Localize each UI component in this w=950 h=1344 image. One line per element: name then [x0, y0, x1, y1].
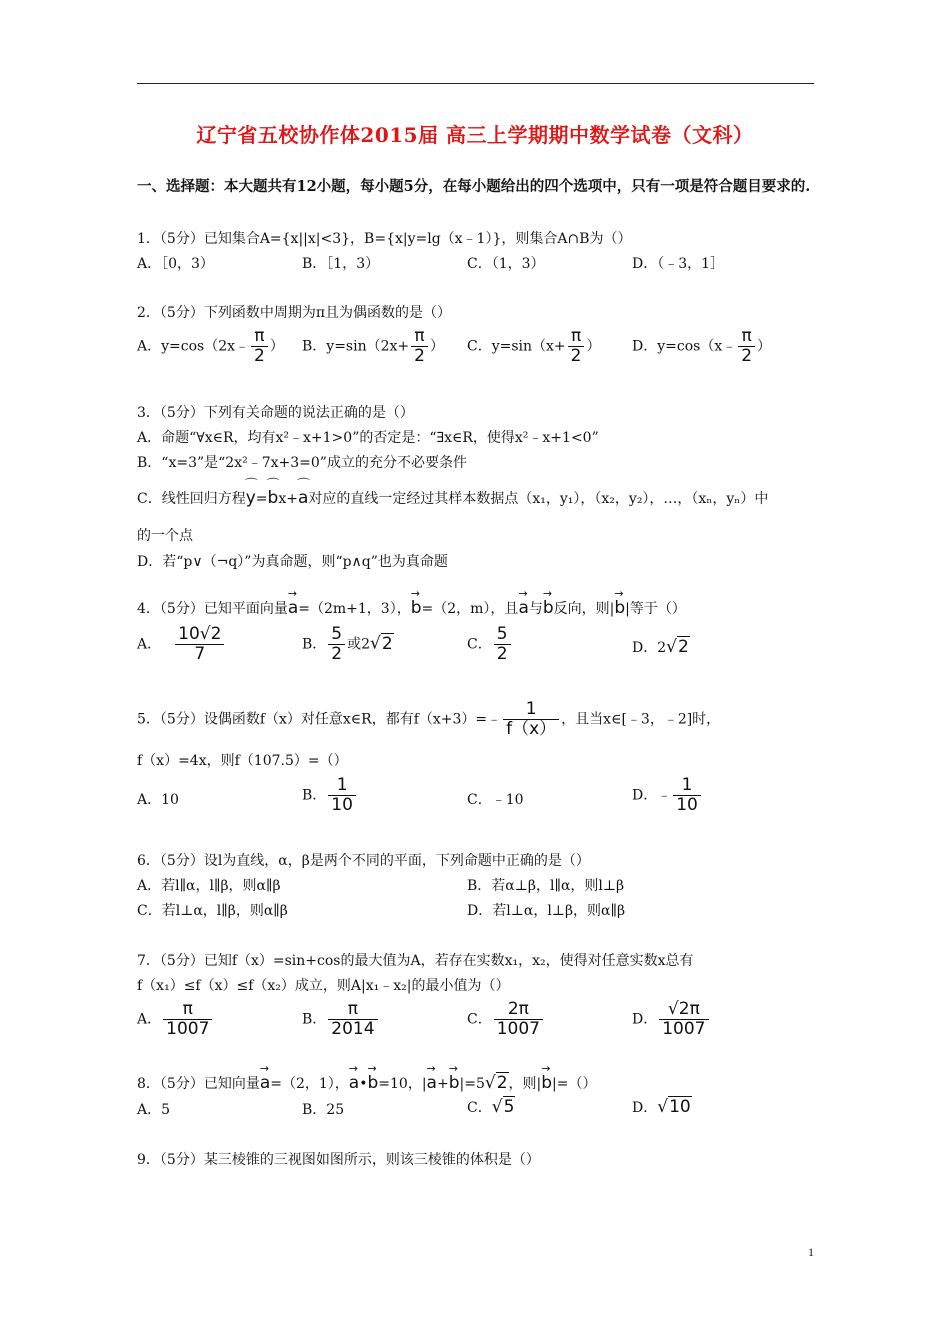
q6-option-c: C．若l⊥α，l∥β，则α∥β — [137, 903, 288, 919]
q3-option-a: A．命题“∀x∈R，均有x²﹣x+1>0”的否定是：“∃x∈R，使得x²﹣x+1<0” — [137, 430, 599, 446]
q6-option-a: A．若l∥α，l∥β，则α∥β — [137, 878, 281, 894]
q2-a-text: A．y=cos（2x﹣ — [137, 338, 250, 355]
vector-b: → b — [411, 598, 422, 618]
q1-option-d: D．（﹣3，1］ — [632, 256, 725, 272]
header-rule — [137, 83, 814, 84]
q6-option-b: B．若α⊥β，l∥α，则l⊥β — [467, 878, 625, 894]
q3-option-c-cont: 的一个点 — [137, 528, 193, 544]
q7-option-a: A． $\frac{\pi}{1007}$ — [137, 1000, 214, 1039]
fraction: $\frac{\pi}{2}$ — [251, 327, 268, 366]
q2-option-b: B．y=sin（2x+ $\frac{\pi}{2}$ ） — [302, 326, 444, 366]
q2-stem: 2．（5分）下列函数中周期为π且为偶函数的是（） — [137, 305, 452, 321]
q7-stem-cont: f（x₁）≤f（x）≤f（x₂）成立，则A|x₁﹣x₂|的最小值为（） — [137, 978, 510, 994]
q7-option-d: D． $\frac{√2\pi}{1007}$ — [632, 1000, 711, 1039]
q1-option-c: C．（1，3） — [467, 256, 545, 272]
q8-option-c: C．√5 — [467, 1097, 515, 1117]
q9-stem: 9．（5分）某三棱锥的三视图如图所示，则该三棱锥的体积是（） — [137, 1152, 540, 1168]
q8-stem: 8．（5分）已知向量→ a=（2，1），→ a•→ b=10，|→ a+→ b|=5√2，则|→ b|=（） — [137, 1073, 597, 1093]
q6-stem: 6．（5分）设l为直线，α，β是两个不同的平面，下列命题中正确的是（） — [137, 853, 590, 869]
q2-option-a: A．y=cos（2x﹣ $\frac{\pi}{2}$ ） — [137, 326, 284, 366]
q3-option-b: B．“x=3”是“2x²﹣7x+3=0”成立的充分不必要条件 — [137, 455, 467, 471]
q2-option-d: D．y=cos（x﹣ $\frac{\pi}{2}$ ） — [632, 326, 772, 366]
q4-option-c: C． $\frac{5}{2}$ — [467, 625, 513, 664]
q1-stem: 1．（5分）已知集合A={x||x|<3}，B={x|y=lg（x﹣1）}，则集合A∩B为（） — [137, 231, 632, 247]
q4-option-a: A． $\frac{10√2}{7}$ — [137, 625, 226, 664]
q5-stem-cont: f（x）=4x，则f（107.5）=（） — [137, 753, 348, 769]
q2-c-text: C．y=sin（x+ — [467, 338, 566, 355]
q3-option-c: C．线性回归方程⌒ y=⌒ bx+⌒ a对应的直线一定经过其样本数据点（x₁，y₁），（x₂，y₂），…，（xₙ，yₙ）中 — [137, 488, 768, 508]
q7-stem: 7．（5分）已知f（x）=sin+cos的最大值为A，若存在实数x₁，x₂，使得对任意实数x总有 — [137, 953, 694, 969]
fraction: $\frac{\pi}{2}$ — [568, 327, 585, 366]
q5-option-a: A．10 — [137, 792, 179, 808]
q5-stem: 5．（5分）设偶函数f（x）对任意x∈R，都有f（x+3）=﹣ $\frac{1}{f(x)}$ ，且当x∈[﹣3，﹣2]时， — [137, 699, 721, 739]
q8-option-b: B．25 — [302, 1102, 345, 1118]
q7-option-b: B． $\frac{\pi}{2014}$ — [302, 1000, 380, 1039]
q8-option-d: D．√10 — [632, 1097, 691, 1117]
q2-d-text: D．y=cos（x﹣ — [632, 338, 737, 355]
vector-a: → a — [288, 598, 298, 618]
q5-option-c: C．﹣10 — [467, 792, 524, 808]
q4-option-b: B． $\frac{5}{2}$ 或2√2 — [302, 624, 393, 664]
q7-option-c: C． $\frac{2\pi}{1007}$ — [467, 1000, 545, 1039]
page-number: 1 — [808, 1245, 814, 1259]
q2-b-text: B．y=sin（2x+ — [302, 338, 410, 355]
q2-option-c: C．y=sin（x+ $\frac{\pi}{2}$ ） — [467, 326, 601, 366]
q5-option-d: D．﹣ $\frac{1}{10}$ — [632, 776, 703, 815]
q6-option-d: D．若l⊥α，l⊥β，则α∥β — [467, 903, 626, 919]
q3-stem: 3．（5分）下列有关命题的说法正确的是（） — [137, 405, 414, 421]
q4-option-d: D．2√2 — [632, 637, 689, 657]
fraction: $\frac{\pi}{2}$ — [411, 327, 428, 366]
q3-option-d: D．若“p∨（¬q）”为真命题，则“p∧q”也为真命题 — [137, 554, 448, 570]
q4-stem: 4．（5分）已知平面向量→ a=（2m+1，3），→ b=（2，m），且→ a与→ b反向，则|→ b|等于（） — [137, 598, 686, 618]
q1-option-a: A．［0，3） — [137, 256, 214, 272]
page-title: 辽宁省五校协作体2015届 高三上学期期中数学试卷（文科） — [196, 123, 754, 147]
q5-option-b: B． $\frac{1}{10}$ — [302, 776, 358, 815]
q8-option-a: A．5 — [137, 1102, 171, 1118]
section-heading: 一、选择题：本大题共有12小题，每小题5分，在每小题给出的四个选项中，只有一项是符合题目要求的. — [137, 178, 811, 195]
q1-option-b: B．［1，3） — [302, 256, 380, 272]
fraction: $\frac{\pi}{2}$ — [738, 327, 755, 366]
